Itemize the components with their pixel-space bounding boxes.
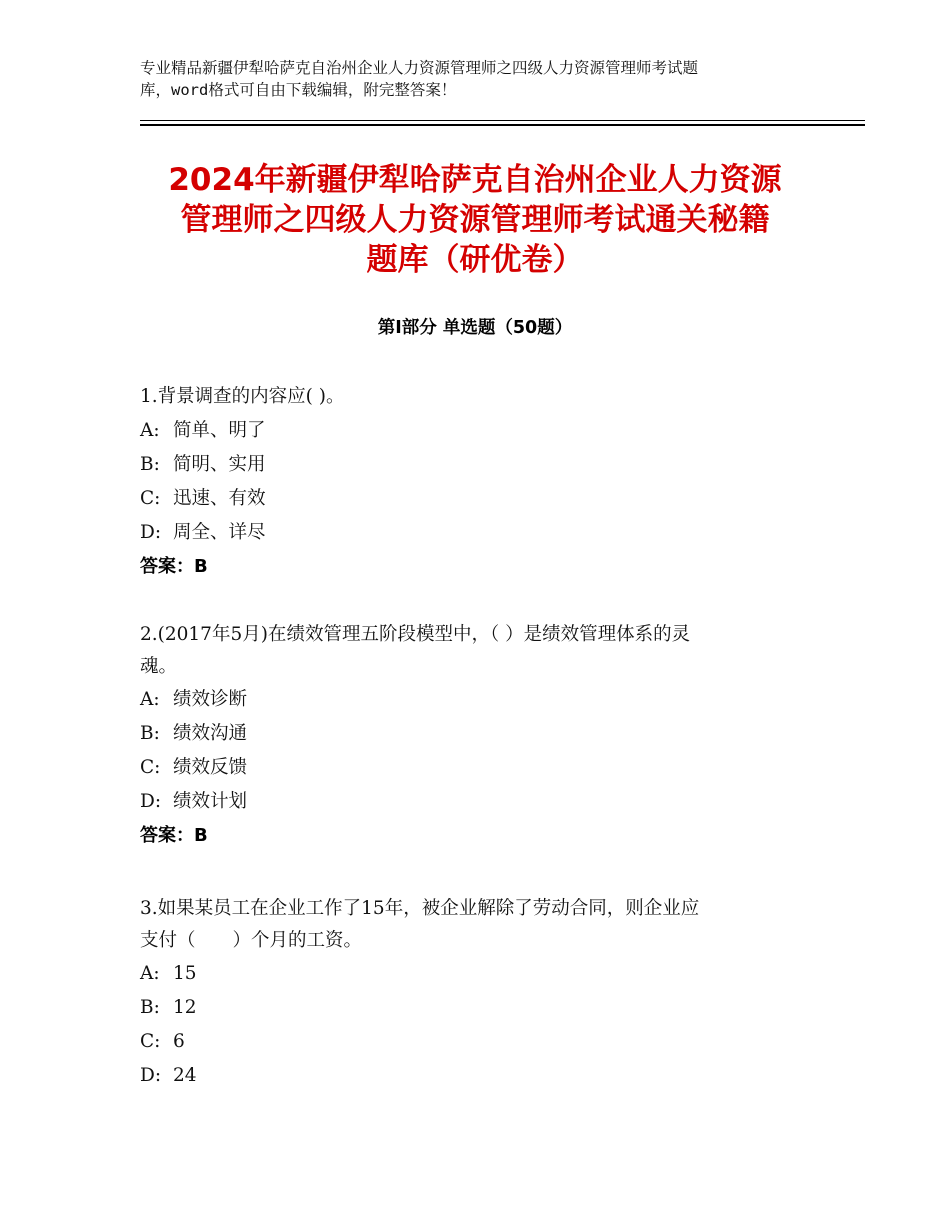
option-text: 简单、明了 bbox=[173, 420, 266, 441]
option-letter: D: bbox=[140, 1065, 162, 1086]
option-b bbox=[140, 991, 820, 1025]
title-line: 管理师之四级人力资源管理师考试通关秘籍 bbox=[180, 202, 770, 238]
title-line: 题库（研优卷） bbox=[366, 242, 584, 278]
option-letter: C: bbox=[140, 488, 161, 509]
option-letter: A: bbox=[140, 689, 160, 710]
option-a bbox=[140, 683, 820, 717]
option-c bbox=[140, 1025, 820, 1059]
question-stem: 2.(2017年5月)在绩效管理五阶段模型中，（ ）是绩效管理体系的灵 bbox=[140, 624, 691, 645]
option-text: 24 bbox=[173, 1065, 197, 1086]
option-c bbox=[140, 482, 820, 516]
option-text: 迅速、有效 bbox=[173, 488, 266, 509]
option-text: 绩效反馈 bbox=[173, 757, 248, 778]
question-stem: 支付（ ）个月的工资。 bbox=[140, 930, 363, 951]
question-stem: 3.如果某员工在企业工作了15年，被企业解除了劳动合同，则企业应 bbox=[140, 898, 700, 919]
question-2 bbox=[140, 619, 820, 853]
option-a bbox=[140, 957, 820, 991]
option-text: 绩效计划 bbox=[173, 791, 248, 812]
answer-line: 答案：B bbox=[140, 556, 208, 577]
question-1 bbox=[140, 380, 820, 584]
option-text: 6 bbox=[173, 1031, 185, 1052]
option-text: 绩效沟通 bbox=[173, 723, 248, 744]
option-a bbox=[140, 414, 820, 448]
header-divider-thin bbox=[140, 120, 865, 121]
question-stem: 1.背景调查的内容应( )。 bbox=[140, 386, 345, 407]
option-text: 15 bbox=[173, 963, 197, 984]
option-letter: B: bbox=[140, 997, 160, 1018]
header-note-line: 库，word格式可自由下载编辑，附完整答案！ bbox=[140, 81, 457, 99]
header-note-line: 专业精品新疆伊犁哈萨克自治州企业人力资源管理师之四级人力资源管理师考试题 bbox=[140, 59, 699, 77]
question-stem: 魂。 bbox=[140, 656, 178, 677]
option-text: 12 bbox=[173, 997, 197, 1018]
option-letter: A: bbox=[140, 963, 160, 984]
option-d bbox=[140, 785, 820, 819]
question-3 bbox=[140, 893, 820, 1093]
document-title bbox=[130, 160, 820, 280]
option-letter: B: bbox=[140, 723, 160, 744]
option-letter: B: bbox=[140, 454, 160, 475]
option-text: 周全、详尽 bbox=[173, 522, 266, 543]
section-title: 第Ⅰ部分 单选题（50题） bbox=[377, 318, 573, 338]
title-line: 2024年新疆伊犁哈萨克自治州企业人力资源 bbox=[168, 162, 782, 198]
option-letter: D: bbox=[140, 522, 162, 543]
option-b bbox=[140, 717, 820, 751]
option-d bbox=[140, 516, 820, 550]
option-b bbox=[140, 448, 820, 482]
option-letter: C: bbox=[140, 757, 161, 778]
option-text: 绩效诊断 bbox=[173, 689, 248, 710]
header-note bbox=[140, 57, 815, 101]
option-letter: D: bbox=[140, 791, 162, 812]
option-letter: A: bbox=[140, 420, 160, 441]
answer-line: 答案：B bbox=[140, 825, 208, 846]
option-text: 简明、实用 bbox=[173, 454, 266, 475]
option-c bbox=[140, 751, 820, 785]
option-letter: C: bbox=[140, 1031, 161, 1052]
header-divider-thick bbox=[140, 124, 865, 126]
option-d bbox=[140, 1059, 820, 1093]
